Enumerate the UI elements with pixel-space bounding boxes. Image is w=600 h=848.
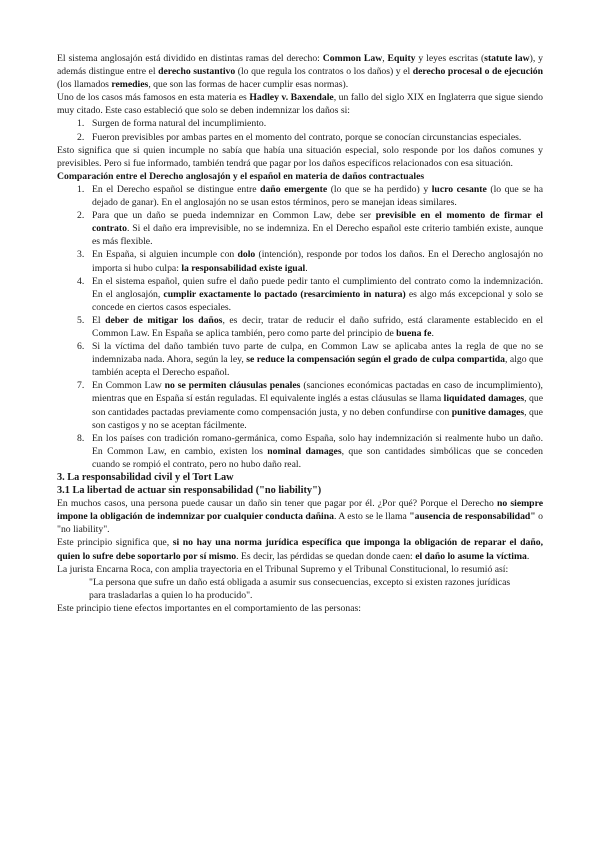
section-3-paragraph-principle: Este principio significa que, si no hay una norma jurídica específica que imponga la obligación de reparar el daño, quien lo sufre debe soportarlo por sí mismo. Es decir, las pérdidas se quedan donde caen: el daño lo asume la víctima. [57,537,543,562]
bold-text: previsible en el momento de firmar el contrato [92,210,543,235]
bold-text: lucro cesante [431,183,487,195]
list-item: 6. Si la víctima del daño también tuvo parte de culpa, en Common Law se aplicaba antes la regla de que no se indemnizaba nada. Ahora, según la ley, se reduce la compensación según el grado de culpa compartida, algo que también acepta el Derecho español. [77,341,543,379]
bold-text: Common Law [322,53,383,64]
hadley-conditions-list [57,117,543,143]
bold-text: daño emergente [260,183,328,195]
bold-text: remedies [111,79,149,91]
bold-text: se reduce la compensación según el grado de culpa compartida [246,354,505,366]
list-item: 1. Surgen de forma natural del incumplimiento. [77,118,267,130]
list-item: 1. En el Derecho español se distingue entre daño emergente (lo que se ha perdido) y lucro cesante (lo que se ha dejado de ganar). En el anglosajón no se usan estos términos, pero se manejan ideas similares. [77,183,544,209]
intro-paragraph-legal-branches: El sistema anglosajón está dividido en distintas ramas del derecho: Common Law, Equity y leyes escritas (statute law), y además distingue entre el derecho sustantivo (lo que regula los contratos o los daños) y el derecho procesal o de ejecución (los llamados remedies, que son las formas de hacer cumplir esas normas). [57,53,543,91]
intro-paragraph-foreseeability: Esto significa que si quien incumple no sabía que había una situación especial, solo responde por los daños comunes y previsibles. Pero si fue informado, también tendrá que pagar por los daños específicos relacionados con esa situación. [57,144,543,169]
bold-text: derecho procesal o de ejecución [412,66,543,78]
bold-text: no siempre impone la obligación de indemnizar por cualquier conducta dañina [57,498,543,523]
bold-text: buena fe [396,327,432,339]
bold-text: derecho sustantivo [158,66,236,78]
encarna-roca-quote: "La persona que sufre un daño está obligada a asumir sus consecuencias, excepto si existen razones jurídicas para trasladarlas a quien lo ha producido". [89,576,511,601]
list-item: 5. El deber de mitigar los daños, es decir, tratar de reducir el daño sufrido, está claramente establecido en el Common Law. En España se aplica también, pero como parte del principio de buena fe. [77,314,544,339]
bold-text: si no hay una norma jurídica específica que imponga la obligación de reparar el daño, quien lo sufre debe soportarlo por sí mismo [57,537,543,562]
bold-text: punitive damages [451,406,525,418]
list-item: 3. En España, si alguien incumple con dolo (intención), responde por todos los daños. En el Derecho anglosajón no importa si hubo culpa: la responsabilidad existe igual. [77,249,543,274]
bold-text: deber de mitigar los daños [105,314,223,326]
list-item: 4. En el sistema español, quien sufre el daño puede pedir tanto el cumplimiento del contrato como la indemnización. En el anglosajón, cumplir exactamente lo pactado (resarcimiento in natura) es algo más excepcional y solo se concede en ciertos casos especiales. [77,275,543,313]
bold-text: Equity [387,53,416,64]
bold-text: Hadley v. Baxendale [249,92,334,104]
bold-text: "ausencia de responsabilidad" [409,511,536,523]
section-3-1-heading: 3.1 La libertad de actuar sin responsabilidad ("no liability") [57,485,322,497]
bold-text: la responsabilidad existe igual [181,262,306,274]
bold-text: el daño lo asume la víctima [415,550,527,562]
bold-text: statute law [484,53,530,64]
comparison-list [57,183,543,471]
bold-text: liquidated damages [443,393,525,405]
section-3-paragraph-no-liability: En muchos casos, una persona puede causar un daño sin tener que pagar por él. ¿Por qué? Porque el Derecho no siempre impone la obligación de indemnizar por cualquier conducta dañina. A esto se le llama "ausencia de responsabilidad" o "no liability". [57,498,543,536]
section-3-paragraph-encarna-roca: La jurista Encarna Roca, con amplia trayectoria en el Tribunal Supremo y el Tribunal Constitucional, lo resumió así: [57,563,509,575]
list-item: 7. En Common Law no se permiten cláusulas penales (sanciones económicas pactadas en caso de incumplimiento), mientras que en España sí están reguladas. El equivalente inglés a estas cláusulas se llama liquidated damages, que son cantidades pactadas previamente como compensación justa, y no deben confundirse con punitive damages, que son castigos y no se aceptan fácilmente. [77,380,543,431]
section-3-paragraph-effects: Este principio tiene efectos importantes en el comportamiento de las personas: [57,602,361,614]
section-3-heading: 3. La responsabilidad civil y el Tort Law [57,472,234,483]
list-item: 2. Para que un daño se pueda indemnizar en Common Law, debe ser previsible en el momento de firmar el contrato. Si el daño era imprevisible, no se indemniza. En el Derecho español este criterio también existe, aunque es más flexible. [77,210,543,248]
bold-text: no se permiten cláusulas penales [164,380,301,392]
comparison-heading: Comparación entre el Derecho anglosajón y el español en materia de daños contractuales [57,170,425,182]
bold-text: cumplir exactamente lo pactado (resarcimiento in natura) [163,288,406,300]
bold-text: nominal damages [267,445,342,457]
list-item: 2. Fueron previsibles por ambas partes en el momento del contrato, porque se conocían circunstancias especiales. [77,131,522,143]
intro-paragraph-hadley-case: Uno de los casos más famosos en esta materia es Hadley v. Baxendale, un fallo del siglo XIX en Inglaterra que sigue siendo muy citado. Este caso estableció que solo se deben indemnizar los daños si: [57,92,543,117]
bold-text: dolo [237,249,256,261]
document-page [57,52,543,615]
list-item: 8. En los países con tradición romano-germánica, como España, solo hay indemnización si realmente hubo un daño. En Common Law, en cambio, existen los nominal damages, que son cantidades simbólicas que se conceden cuando se rompió el contrato, pero no hubo daño real. [77,432,543,470]
